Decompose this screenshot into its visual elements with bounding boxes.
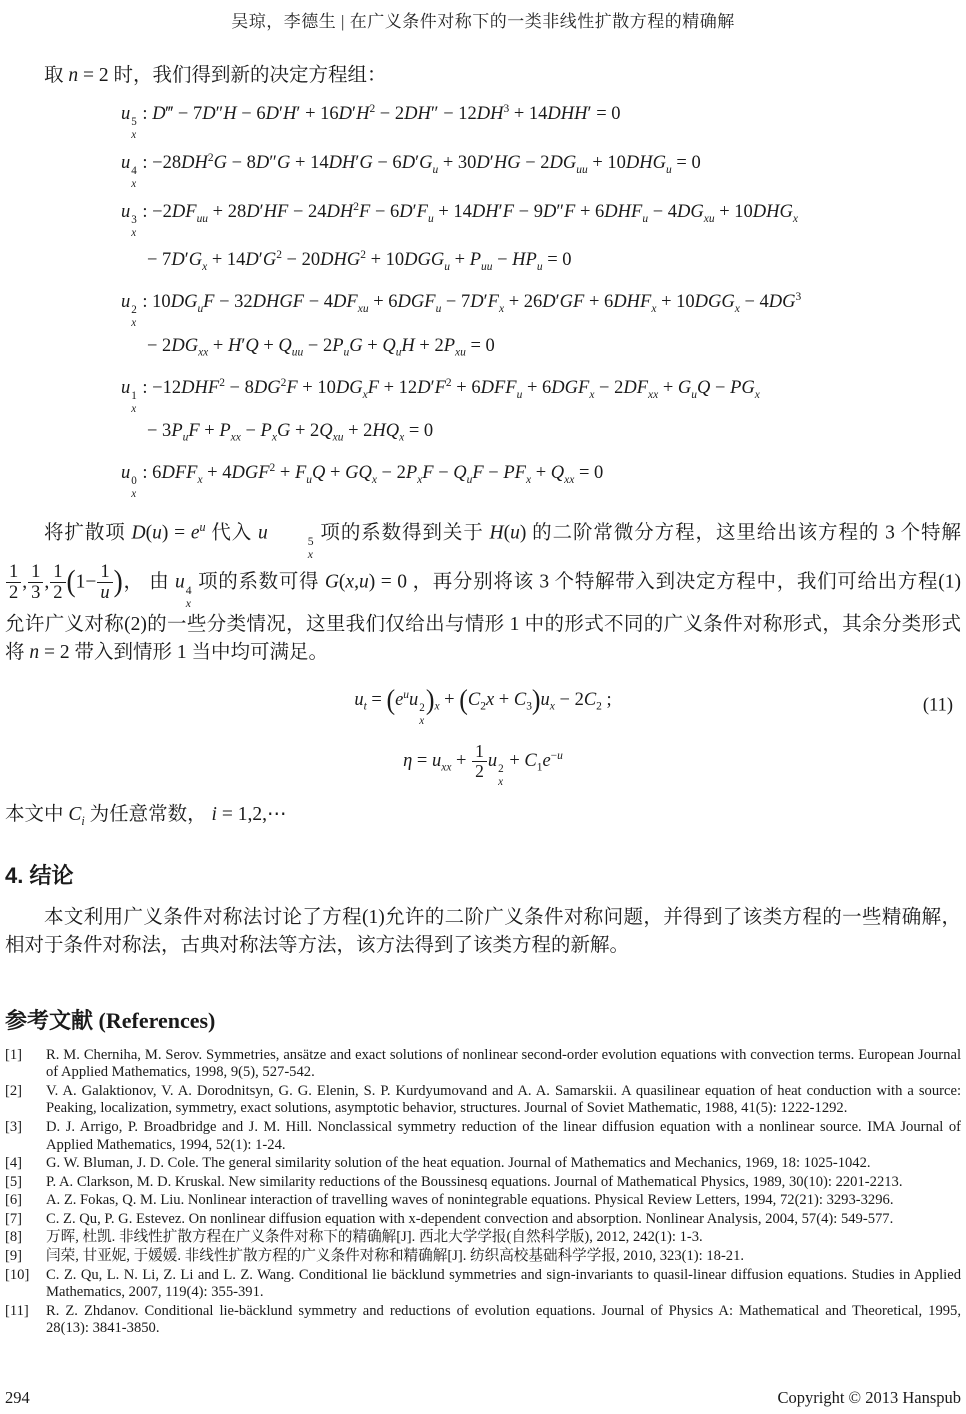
display-equation-11 — [5, 682, 961, 728]
reference-item — [5, 1155, 961, 1173]
reference-list — [5, 1047, 961, 1339]
reference-item — [5, 1047, 961, 1082]
paragraph-line: $\frac{1}{2}$ , $\frac{1}{3}$ , $\frac{1}{2}$ (1− $\frac{1}{u}$ )， 由 u 4 x 项的系数可得 G(x,u) = 0 ，再分别将该 3 个特解带入到决定方程中，我们可给出方程(1) — [5, 562, 961, 611]
classification-paragraph — [5, 513, 961, 667]
reference-item — [5, 1267, 961, 1302]
reference-text: C. Z. Qu, L. N. Li, Z. Li and L. Z. Wang. Conditional lie bäcklund symmetries and sign-invariants to quasil-linear diffusion equations. Studies in Applied Mathematics, 2007, 119(4): 355-391. — [46, 1266, 961, 1301]
intro-paragraph: 取 n = 2 时，我们得到新的决定方程组： — [44, 65, 387, 86]
conclusion-paragraph — [5, 904, 961, 960]
reference-text: A. Z. Fokas, Q. M. Liu. Nonlinear interaction of travelling waves of nonintegrable equations. Physical Review Letters, 1994, 72(21): 3293-3296. — [46, 1192, 894, 1209]
reference-label: [6] — [5, 1192, 23, 1209]
running-header: 吴琼，李德生 | 在广义条件对称下的一类非线性扩散方程的精确解 — [231, 12, 735, 31]
reference-text: C. Z. Qu, P. G. Estevez. On nonlinear diffusion equation with x-dependent convection and absorption. Nonlinear Analysis, 2004, 57(4): 549-577. — [46, 1210, 894, 1227]
equation-line-ux1-cont: − $3P_uF + P_{xx} - P_xG + 2Q_{xu} + 2HQ_x = 0$ — [147, 421, 434, 444]
reference-item — [5, 1303, 961, 1338]
constants-note: 本文中 $C_i$ 为任意常数， i = 1,2,⋯ — [5, 803, 287, 828]
reference-text: 万晖, 杜凯. 非线性扩散方程在广义条件对称下的精确解[J]. 西北大学学报(自然科学版), 2012, 242(1): 1-3. — [46, 1229, 703, 1246]
reference-label: [4] — [5, 1155, 23, 1172]
reference-text: 闫荣, 甘亚妮, 于媛媛. 非线性扩散方程的广义条件对称和精确解[J]. 纺织高校基础科学学报, 2010, 323(1): 18-21. — [46, 1248, 745, 1265]
references-heading-en: (References) — [93, 1007, 216, 1033]
paragraph-line: 相对于条件对称法，古典对称法等方法，该方法得到了该类方程的新解。 — [5, 934, 630, 956]
reference-label: [10] — [5, 1266, 30, 1283]
equation-line-ux3: u 3 x : $-2DF_{uu} + 28D'HF - 24DH^2F - 6D'F_u + 14DH'F - 9D''F + 6DHF_u - 4DG_{xu} + 10DHG_x$ — [121, 200, 799, 239]
equation-line-ux2: u 2 x : $10DG_uF$ − 32DHGF − $4DF_{xu} + 6DGF_u - 7D'F_x + 26D'GF + 6DHF_x + 10DGG_x - 4DG^3$ — [121, 291, 802, 330]
reference-label: [1] — [5, 1046, 23, 1063]
equation-line-ux3-cont: − $7D'G_x + 14D'G^2 - 20DHG^2 + 10DGG_u + P_{uu} - HP_u = 0$ — [147, 249, 572, 274]
reference-item — [5, 1229, 961, 1247]
equation-line-ux1: u 1 x : $-12DHF^2 - 8DG^2F + 10DG_xF + 12D'F^2 + 6DFF_u + 6DGF_x - 2DF_{xx} + G_uQ - PG_x$ — [121, 376, 760, 415]
determining-equations — [5, 96, 961, 501]
reference-label: [9] — [5, 1248, 23, 1265]
equation-line-ux4: u 4 x : $-28DH^2G - 8D''G + 14DH'G - 6D'G_u + 30D'HG - 2DG_{uu} + 10DHG_u = 0$ — [121, 151, 701, 190]
reference-item — [5, 1083, 961, 1118]
equation-line-ux5: u 5 x : D‴ − $7D''H - 6D'H' + 16D'H^2 - 2DH'' - 12DH^3 + 14DHH' = 0$ — [121, 103, 621, 141]
copyright-notice: Copyright © 2013 Hanspub — [777, 1388, 961, 1407]
reference-item — [5, 1211, 961, 1229]
equation-number: (11) — [922, 695, 953, 716]
reference-text: V. A. Galaktionov, V. A. Dorodnitsyn, G. G. Elenin, S. P. Kurdyumovand and A. A. Samarskii. A quasilinear equation of heat conduction with a source: Peaking, localization, symmetry, exact solutions, asymptotic behavior, structures. Journal of Soviet Mathematic, 1988, 41(5): 1222-1292. — [46, 1082, 961, 1117]
reference-label: [5] — [5, 1173, 23, 1190]
paragraph-line: 将扩散项 $D(u) = e^u$ 代入 u 5 x 项的系数得到关于 H(u) 的二阶常微分方程，这里给出该方程的 3 个特解 — [44, 519, 961, 562]
reference-item — [5, 1248, 961, 1266]
page-footer — [5, 1388, 961, 1408]
reference-text: R. Z. Zhdanov. Conditional lie-bäcklund symmetry and reductions of evolution equations. Journal of Physics A: Mathematical and Theoretical, 1995, 28(13): 3841-3850. — [46, 1302, 961, 1337]
display-equation-eta — [5, 742, 961, 789]
reference-label: [8] — [5, 1229, 23, 1246]
reference-label: [7] — [5, 1210, 23, 1227]
reference-text: R. M. Cherniha, M. Serov. Symmetries, ansätze and exact solutions of nonlinear second-order evolution equations with convection terms. European Journal of Applied Mathematics, 1998, 9(5), 527-542. — [46, 1046, 961, 1081]
paragraph-line: 允许广义对称(2)的一些分类情况，这里我们仅给出与情形 1 中的形式不同的广义条件对称形式，其余分类形式 — [5, 613, 961, 635]
reference-text: P. A. Clarkson, M. D. Kruskal. New similarity reductions of the Boussinesq equations. Journal of Mathematical Physics, 1989, 30(10): 2201-2213. — [46, 1173, 903, 1190]
reference-text: G. W. Bluman, J. D. Cole. The general similarity solution of the heat equation. Journal of Mathematics and Mechanics, 1969, 18: 1025-1042. — [46, 1155, 871, 1172]
equation-line-ux2-cont: − $2DG_{xx} + H'Q + Q_{uu} - 2P_uG + Q_uH + 2P_{xu} = 0$ — [147, 335, 495, 359]
reference-text: D. J. Arrigo, P. Broadbridge and J. M. Hill. Nonclassical symmetry reduction of the linear diffusion equation with a nonlinear source. IMA Journal of Applied Mathematics, 1994, 52(1): 1-24. — [46, 1118, 961, 1153]
page-number: 294 — [5, 1388, 30, 1407]
reference-label: [3] — [5, 1118, 23, 1135]
reference-label: [11] — [5, 1302, 29, 1319]
reference-label: [2] — [5, 1082, 23, 1099]
reference-item — [5, 1192, 961, 1210]
reference-item — [5, 1119, 961, 1154]
equation-line-ux0: u 0 x : $6DFF_x + 4DGF^2 + F_uQ + GQ_x - 2P_xF - Q_uF - PF_x + Q_{xx} = 0$ — [121, 461, 604, 500]
equation-eta-math: $\eta = u_{xx}$ + $\frac{1}{2}$ u 2 x + $C_1e^{-u}$ — [403, 740, 563, 788]
reference-item — [5, 1174, 961, 1192]
section-heading-conclusion: 4. 结论 — [5, 862, 74, 888]
references-heading-zh: 参考文献 — [5, 1007, 94, 1033]
paragraph-line: 将 n = 2 带入到情形 1 当中均可满足。 — [5, 641, 329, 663]
equation-11-math: $u_t = (e^uu$ 2 x )$_x + (C_2x + C_3)u_x - 2C_2$ ; — [354, 682, 612, 727]
references-heading — [5, 1004, 961, 1035]
paragraph-line: 本文利用广义条件对称法讨论了方程(1)允许的二阶广义条件对称问题，并得到了该类方程的一些精确解， — [44, 906, 961, 928]
